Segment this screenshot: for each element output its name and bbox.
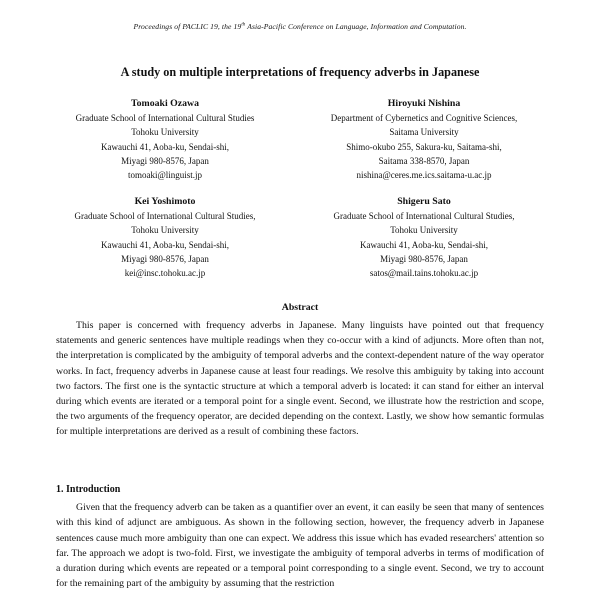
author-city: Miyagi 980-8576, Japan <box>121 253 209 264</box>
author-email: tomoaki@linguist.jp <box>127 170 203 181</box>
author-address: Kawauchi 41, Aoba-ku, Sendai-shi, <box>101 141 229 152</box>
author-university: Saitama University <box>389 127 459 138</box>
author-block-sato <box>274 195 574 280</box>
author-name: Shigeru Sato <box>397 196 451 207</box>
author-address: Kawauchi 41, Aoba-ku, Sendai-shi, <box>360 239 488 250</box>
header-sup: th <box>241 22 246 28</box>
author-affiliation: Graduate School of International Cultural Studies <box>75 113 255 124</box>
author-university: Tohoku University <box>390 225 458 236</box>
author-affiliation: Department of Cybernetics and Cognitive Sciences, <box>330 113 518 124</box>
introduction-text: Given that the frequency adverb can be taken as a quantifier over an event, it can easily be seen that many of sentences with this kind of adjunct are ambiguous. As shown in the following section, however, the frequency adverb in Japanese sentences cause much more ambiguity than one can expect. We address this issue which has evaded researchers' attention so far. The approach we adopt is two-fold. First, we investigate the ambiguity of temporal adverbs in terms of modification of a duration during which events are repeated or a temporal point corresponding to a single event. Second, we try to account for the remaining part of the ambiguity by assuming that the restriction <box>56 502 544 590</box>
author-name: Tomoaki Ozawa <box>131 98 199 109</box>
author-university: Tohoku University <box>131 225 199 236</box>
author-block-ozawa <box>30 97 300 182</box>
paper-title: A study on multiple interpretations of frequency adverbs in Japanese <box>120 65 480 79</box>
author-address: Kawauchi 41, Aoba-ku, Sendai-shi, <box>101 239 229 250</box>
author-university: Tohoku University <box>131 127 199 138</box>
author-email: satos@mail.tains.tohoku.ac.jp <box>369 268 479 279</box>
author-email: nishina@ceres.me.ics.saitama-u.ac.jp <box>356 170 492 181</box>
proceedings-header <box>0 22 600 31</box>
author-name: Kei Yoshimoto <box>134 196 196 207</box>
author-city: Miyagi 980-8576, Japan <box>121 155 209 166</box>
abstract-heading: Abstract <box>281 302 319 313</box>
section-heading-introduction: 1. Introduction <box>56 484 121 495</box>
author-city: Saitama 338-8570, Japan <box>378 155 470 166</box>
author-address: Shimo-okubo 255, Sakura-ku, Saitama-shi, <box>346 141 502 152</box>
author-affiliation: Graduate School of International Cultural Studies, <box>74 211 256 222</box>
author-email: kei@insc.tohoku.ac.jp <box>124 268 206 279</box>
header-post: Asia-Pacific Conference on Language, Information and Computation. <box>245 22 467 31</box>
author-affiliation: Graduate School of International Cultural Studies, <box>333 211 515 222</box>
author-name: Hiroyuki Nishina <box>387 98 461 109</box>
abstract-text: This paper is concerned with frequency adverbs in Japanese. Many linguists have pointed out that frequency statements and generic sentences have multiple readings when they co-occur with a kind of adjuncts. More often than not, the interpretation is complicated by the ambiguity of temporal adverbs and the context-dependent nature of the way operator works. In fact, frequency adverbs in Japanese cause at least four readings. We resolve this ambiguity by taking into account two factors. The first one is the syntactic structure at which a temporal adverb is located: it can stand for either an interval during which events are iterated or a temporal point for a single event. Second, we illustrate how the restriction and scope, the two arguments of the frequency operator, are decided depending on the context. Lastly, we show how semantic formulas for multiple interpretations are derived as a result of combining these factors. <box>56 320 544 438</box>
header-pre: Proceedings of PACLIC 19, the 19 <box>133 22 242 31</box>
author-block-yoshimoto <box>30 195 300 280</box>
author-city: Miyagi 980-8576, Japan <box>380 253 468 264</box>
author-block-nishina <box>274 97 574 182</box>
